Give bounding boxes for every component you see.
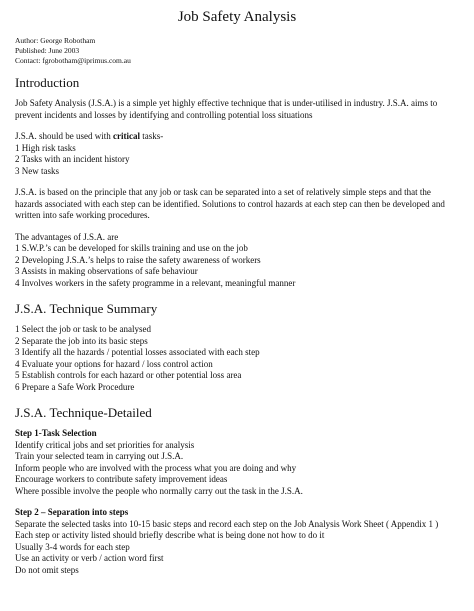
list-item: Train your selected team in carrying out J.S.A.: [15, 451, 184, 461]
usage-list: [15, 131, 459, 177]
list-item: 3 Identify all the hazards / potential losses associated with each step: [15, 347, 260, 357]
list-item: 4 Evaluate your options for hazard / loss control action: [15, 358, 213, 369]
summary-list: [15, 324, 459, 393]
list-item: 2 Tasks with an incident history: [15, 154, 130, 164]
list-item: Usually 3-4 words for each step: [15, 541, 130, 552]
detailed-heading: J.S.A. Technique-Detailed: [15, 405, 152, 420]
author-line: Author: George Robotham: [15, 36, 96, 45]
usage-intro: J.S.A. should be used with critical tasks-: [15, 131, 164, 141]
step2-section: [15, 507, 459, 576]
list-item: Inform people who are involved with the process what you are doing and why: [15, 462, 297, 473]
introduction-heading: Introduction: [15, 75, 80, 90]
list-item: Use an activity or verb / action word first: [15, 553, 164, 563]
summary-heading: J.S.A. Technique Summary: [15, 301, 158, 316]
list-item: 3 Assists in making observations of safe behaviour: [15, 266, 198, 276]
list-item: 2 Separate the job into its basic steps: [15, 335, 148, 346]
principle-paragraph: J.S.A. is based on the principle that any job or task can be separated into a set of relatively simple steps and that the hazards associated with each step can be identified. Solutions to control hazards at each step can then be developed and written into safe working procedures.: [15, 187, 445, 220]
step1-heading: Step 1-Task Selection: [15, 428, 97, 438]
list-item: 3 New tasks: [15, 165, 59, 176]
list-item: 1 S.W.P.’s can be developed for skills training and use on the job: [15, 243, 248, 253]
advantages-heading: The advantages of J.S.A. are: [15, 231, 119, 242]
document-meta: [15, 36, 459, 66]
contact-line: Contact: fgrobotham@iprimus.com.au: [15, 56, 131, 65]
list-item: Do not omit steps: [15, 564, 79, 575]
list-item: 5 Establish controls for each hazard or other potential loss area: [15, 370, 242, 380]
step2-heading: Step 2 – Separation into steps: [15, 507, 129, 517]
intro-paragraph: Job Safety Analysis (J.S.A.) is a simple yet highly effective technique that is under-utilised in industry. J.S.A. aims to prevent incidents and losses by identifying and controlling potential loss situations: [15, 98, 438, 120]
list-item: 1 Select the job or task to be analysed: [15, 324, 151, 334]
list-item: 2 Developing J.S.A.’s helps to raise the safety awareness of workers: [15, 254, 261, 265]
list-item: 6 Prepare a Safe Work Procedure: [15, 381, 135, 392]
list-item: Identify critical jobs and set priorities for analysis: [15, 439, 195, 450]
list-item: Where possible involve the people who normally carry out the task in the J.S.A.: [15, 485, 303, 496]
list-item: Separate the selected tasks into 10-15 basic steps and record each step on the Job Analysis Work Sheet ( Appendix 1 ): [15, 518, 439, 529]
list-item: 1 High risk tasks: [15, 142, 76, 153]
list-item: Each step or activity listed should briefly describe what is being done not how to do it: [15, 530, 325, 540]
advantages-list: [15, 232, 459, 290]
list-item: 4 Involves workers in the safety programme in a relevant, meaningful manner: [15, 277, 296, 288]
step1-section: [15, 428, 459, 497]
document-title: Job Safety Analysis: [177, 9, 297, 25]
list-item: Encourage workers to contribute safety improvement ideas: [15, 474, 228, 484]
published-line: Published: June 2003: [15, 46, 80, 55]
